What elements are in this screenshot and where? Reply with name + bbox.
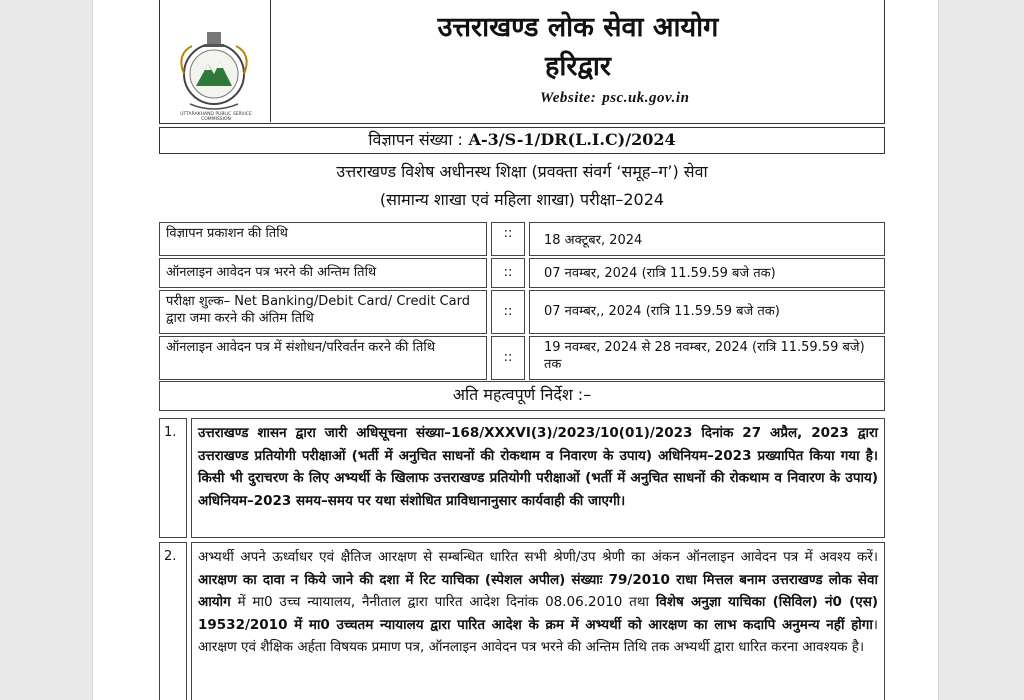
document-header [159, 0, 885, 124]
instruction-text-bold: विशेष अनुज्ञा याचिका (सिविल) नं0 (एस) 19532/2010 में मा0 उच्चतम न्यायालय द्वारा पारित आदेश के क्रम में अभ्यर्थी को आरक्षण का लाभ कदापि अनुमन्य नहीं होगा [198, 594, 878, 633]
instruction-item [159, 418, 885, 538]
website-label: Website: [540, 90, 597, 106]
instruction-number: 2. [159, 542, 187, 700]
logo-cell [160, 0, 271, 122]
logo-caption: UTTARAKHAND PUBLIC SERVICE COMMISSION [180, 112, 252, 122]
schedule-value: 07 नवम्बर,, 2024 (रात्रि 11.59.59 बजे तक) [529, 290, 885, 334]
instruction-text: उत्तराखण्ड शासन द्वारा जारी अधिसूचना संख्या–168/XXXVI(3)/2023/10(01)/2023 दिनांक 27 अप्रैल, 2023 द्वारा उत्तराखण्ड प्रतियोगी परीक्षाओं (भर्ती में अनुचित साधनों की रोकथाम व निवारण के उपाय) अधिनियम–2023 प्रख्यापित किया गया है। किसी भी दुराचरण के लिए अभ्यर्थी के खिलाफ उत्तराखण्ड प्रतियोगी परीक्षाओं (भर्ती में अनुचित साधनों की रोकथाम व निवारण के उपाय) अधिनियम–2023 समय–समय पर यथा संशोधित प्राविधानानुसार कार्यवाही की जाएगी। [191, 418, 885, 538]
website-url[interactable]: psc.uk.gov.in [602, 90, 690, 106]
document-page [92, 0, 939, 700]
schedule-label: विज्ञापन प्रकाशन की तिथि [159, 222, 487, 256]
instruction-text [191, 542, 885, 700]
schedule-label: ऑनलाइन आवेदन पत्र भरने की अन्तिम तिथि [159, 258, 487, 288]
schedule-value: 19 नवम्बर, 2024 से 28 नवम्बर, 2024 (रात्रि 11.59.59 बजे) तक [529, 336, 885, 380]
schedule-label: ऑनलाइन आवेदन पत्र में संशोधन/परिवर्तन करने की तिथि [159, 336, 487, 380]
instruction-text-bold: आरक्षण का दावा न किये जाने की दशा में रिट याचिका (स्पेशल अपील) संख्याः 79/2010 राधा मित्तल बनाम उत्तराखण्ड लोक सेवा आयोग [198, 571, 878, 610]
schedule-separator: :: [491, 290, 525, 334]
schedule-value: 18 अक्टूबर, 2024 [529, 222, 885, 256]
schedule-separator: :: [491, 258, 525, 288]
instruction-text-part: में मा0 उच्च न्यायालय, नैनीताल द्वारा पारित आदेश दिनांक 08.06.2010 तथा [230, 594, 656, 610]
exam-title-line-2: (सामान्य शाखा एवं महिला शाखा) परीक्षा–2024 [379, 190, 665, 209]
schedule-value: 07 नवम्बर, 2024 (रात्रि 11.59.59 बजे तक) [529, 258, 885, 288]
schedule-row [159, 258, 885, 288]
schedule-row [159, 336, 885, 380]
instructions-title: अति महत्वपूर्ण निर्देश :– [159, 381, 885, 411]
website-line [540, 90, 689, 107]
schedule-row [159, 222, 885, 256]
organization-name: उत्तराखण्ड लोक सेवा आयोग [437, 12, 719, 43]
advertisement-number-box [159, 127, 885, 154]
instruction-item [159, 542, 885, 700]
instruction-text-part: । आरक्षण एवं शैक्षिक अर्हता विषयक प्रमाण पत्र, ऑनलाइन आवेदन पत्र भरने की अन्तिम तिथि तक अभ्यर्थी द्वारा धारित करना आवश्यक है। [198, 616, 878, 655]
commission-emblem-icon [170, 24, 258, 112]
exam-title-line-1: उत्तराखण्ड विशेष अधीनस्थ शिक्षा (प्रवक्ता संवर्ग ‘समूह–ग’) सेवा [336, 162, 708, 181]
schedule-label: परीक्षा शुल्क– Net Banking/Debit Card/ Credit Card द्वारा जमा करने की अंतिम तिथि [159, 290, 487, 334]
schedule-separator: :: [491, 222, 525, 256]
schedule-row [159, 290, 885, 334]
instruction-text-part: अभ्यर्थी अपने ऊर्ध्वाधर एवं क्षैतिज आरक्षण से सम्बन्धित धारित सभी श्रेणी/उप श्रेणी का अंकन ऑनलाइन आवेदन पत्र में अवश्य करें। [198, 549, 878, 565]
advertisement-number: A-3/S-1/DR(L.I.C)/2024 [468, 130, 676, 149]
advertisement-label: विज्ञापन संख्या : [368, 130, 463, 149]
organization-city: हरिद्वार [545, 51, 611, 82]
exam-title [159, 158, 885, 214]
schedule-separator: :: [491, 336, 525, 380]
instruction-number: 1. [159, 418, 187, 538]
